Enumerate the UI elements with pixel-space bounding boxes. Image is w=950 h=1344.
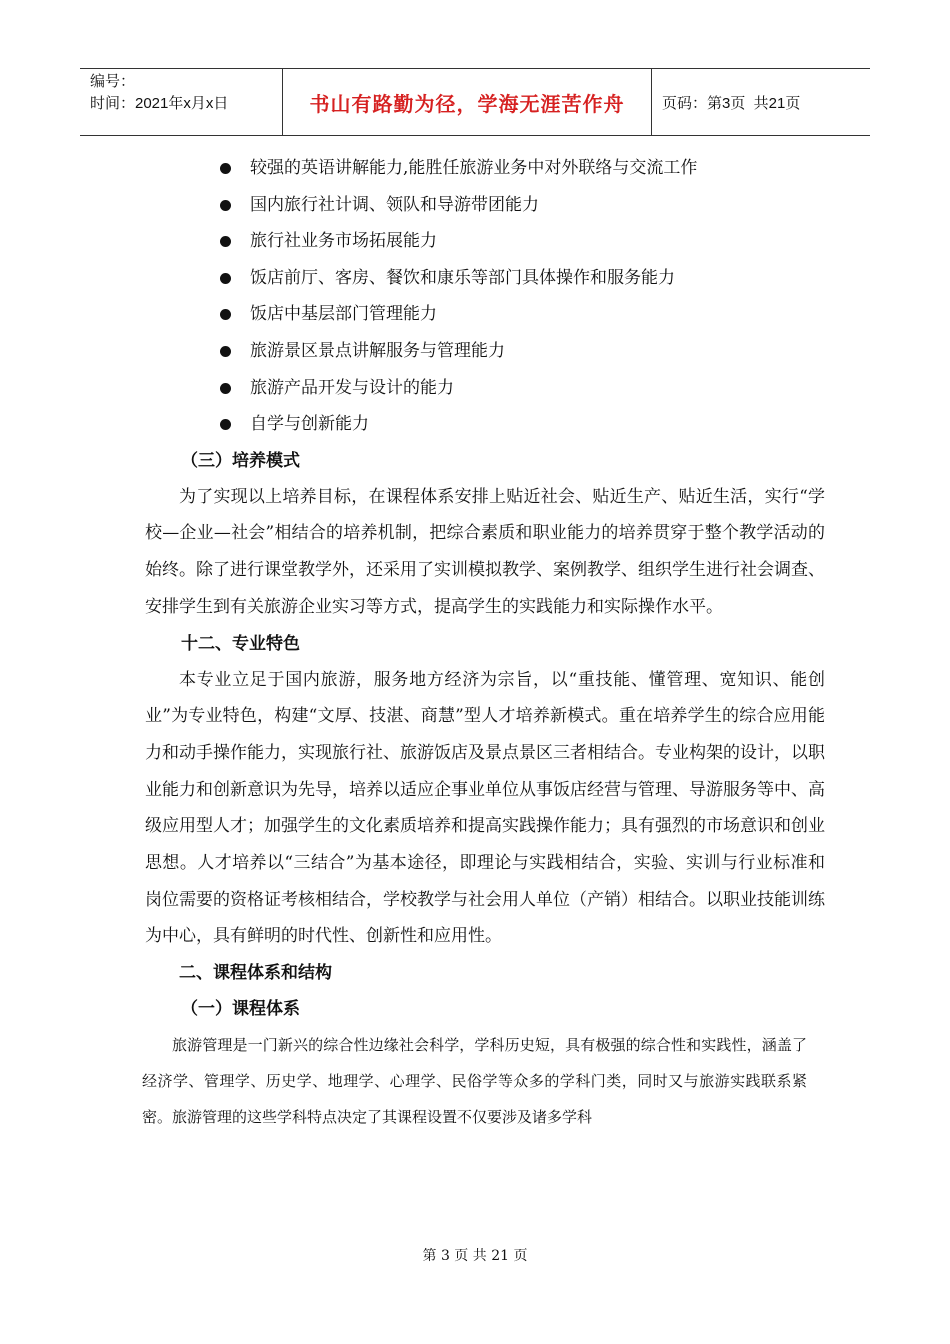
bullet-icon	[220, 309, 231, 320]
page-footer: 第 3 页 共 21 页	[422, 1248, 528, 1264]
list-item: 旅游产品开发与设计的能力	[144, 370, 825, 407]
serial-label: 编号：	[90, 73, 136, 90]
header-motto-cell	[282, 69, 652, 135]
motto-text: 书山有路勤为径，学海无涯苦作舟	[309, 91, 625, 116]
training-mode-paragraph: 为了实现以上培养目标，在课程体系安排上贴近社会、贴近生产、贴近生活，实行“学校—企业—社会”相结合的培养机制，把综合素质和职业能力的培养贯穿于整个教学活动的始终。除了进行课堂教学外，还采用了实训模拟教学、案例教学、组织学生进行社会调查、安排学生到有关旅游企业实习等方式，提高学生的实践能力和实际操作水平。	[145, 486, 825, 617]
header-page-cell	[652, 69, 870, 135]
date-text: 时间：2021年x月x日	[90, 95, 229, 112]
curriculum-sub-heading: （一）课程体系	[181, 999, 300, 1020]
bullet-icon	[220, 419, 231, 430]
curriculum-paragraph: 旅游管理是一门新兴的综合性边缘社会科学，学科历史短，具有极强的综合性和实践性，涵盖了经济学、管理学、历史学、地理学、心理学、民俗学等众多的学科门类，同时又与旅游实践联系紧密。旅游管理的这些学科特点决定了其课程设置不仅要涉及诸多学科	[142, 1036, 807, 1127]
header-meta-cell	[80, 69, 282, 135]
page-number-text: 页码：第3页 共21页	[662, 94, 801, 112]
list-item: 饭店中基层部门管理能力	[144, 296, 825, 333]
bullet-icon	[220, 163, 231, 174]
bullet-icon	[220, 236, 231, 247]
bullet-icon	[220, 273, 231, 284]
list-item: 自学与创新能力	[144, 406, 825, 443]
list-item: 旅游景区景点讲解服务与管理能力	[144, 333, 825, 370]
curriculum-heading: 二、课程体系和结构	[179, 963, 332, 984]
ability-list	[145, 150, 825, 443]
bullet-icon	[220, 383, 231, 394]
list-item: 饭店前厅、客房、餐饮和康乐等部门具体操作和服务能力	[144, 260, 825, 297]
features-paragraph: 本专业立足于国内旅游，服务地方经济为宗旨，以“重技能、懂管理、宽知识、能创业”为专业特色，构建“文厚、技湛、商慧”型人才培养新模式。重在培养学生的综合应用能力和动手操作能力，实现旅行社、旅游饭店及景点景区三者相结合。专业构架的设计，以职业能力和创新意识为先导，培养以适应企事业单位从事饭店经营与管理、导游服务等中、高级应用型人才；加强学生的文化素质培养和提高实践操作能力；具有强烈的市场意识和创业思想。人才培养以“三结合”为基本途径，即理论与实践相结合，实验、实训与行业标准和岗位需要的资格证考核相结合，学校教学与社会用人单位（产销）相结合。以职业技能训练为中心，具有鲜明的时代性、创新性和应用性。	[145, 669, 825, 947]
document-body	[142, 150, 825, 1135]
bullet-icon	[220, 200, 231, 211]
features-heading: 十二、专业特色	[181, 633, 300, 654]
training-mode-heading: （三）培养模式	[181, 450, 300, 471]
page-header	[80, 68, 870, 136]
list-item: 旅行社业务市场拓展能力	[144, 223, 825, 260]
bullet-icon	[220, 346, 231, 357]
list-item: 较强的英语讲解能力,能胜任旅游业务中对外联络与交流工作	[144, 150, 825, 187]
list-item: 国内旅行社计调、领队和导游带团能力	[144, 187, 825, 224]
